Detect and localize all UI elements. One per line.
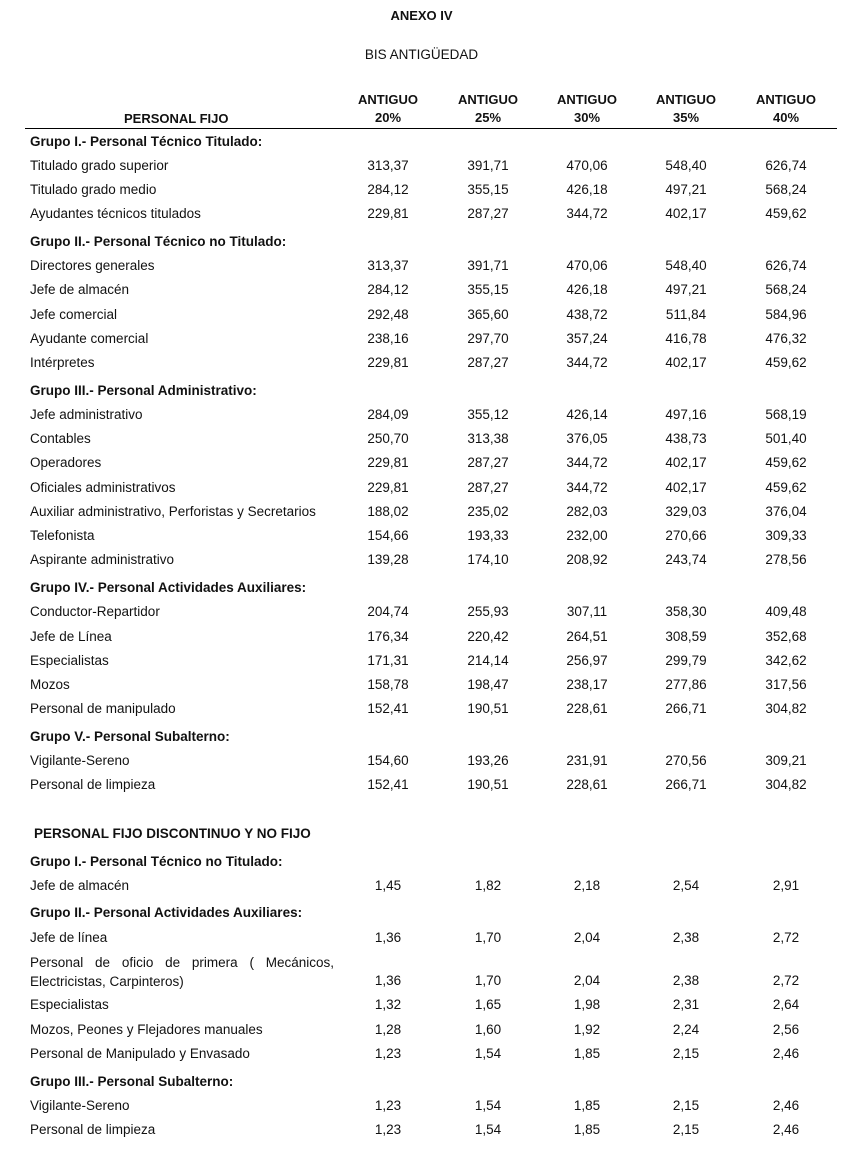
table-row — [0, 453, 843, 473]
header-divider — [25, 128, 837, 129]
col-header-30 — [542, 91, 632, 127]
value-30: 344,72 — [566, 206, 608, 221]
value-35: 308,59 — [665, 629, 707, 644]
section-title-discontinuo: PERSONAL FIJO DISCONTINUO Y NO FIJO — [34, 826, 311, 841]
group-title: Grupo III.- Personal Administrativo: — [30, 383, 257, 398]
value-40: 309,21 — [765, 753, 807, 768]
value-35: 402,17 — [665, 455, 707, 470]
value-20: 176,34 — [367, 629, 409, 644]
col-header-line2: 30% — [573, 110, 601, 125]
value-40: 2,46 — [772, 1122, 800, 1137]
value-25: 391,71 — [467, 258, 509, 273]
value-20: 1,36 — [374, 930, 402, 945]
value-40: 626,74 — [765, 158, 807, 173]
row-label: Personal de Manipulado y Envasado — [30, 1046, 250, 1061]
value-35: 329,03 — [665, 504, 707, 519]
value-35: 299,79 — [665, 653, 707, 668]
value-25: 174,10 — [467, 552, 509, 567]
value-20: 313,37 — [367, 158, 409, 173]
table-row — [0, 1020, 843, 1040]
value-35: 270,56 — [665, 753, 707, 768]
value-40: 376,04 — [765, 504, 807, 519]
table-row — [0, 353, 843, 373]
value-20: 1,23 — [374, 1098, 402, 1113]
value-40: 2,56 — [772, 1022, 800, 1037]
value-40: 568,19 — [765, 407, 807, 422]
table-row — [0, 602, 843, 622]
col-header-25 — [443, 91, 533, 127]
group-heading — [0, 232, 843, 252]
value-25: 190,51 — [467, 701, 509, 716]
table-row — [0, 675, 843, 695]
value-35: 497,21 — [665, 282, 707, 297]
value-40: 459,62 — [765, 455, 807, 470]
value-40: 476,32 — [765, 331, 807, 346]
row-label: Jefe administrativo — [30, 407, 143, 422]
row-label: Vigilante-Sereno — [30, 1098, 130, 1113]
value-25: 365,60 — [467, 307, 509, 322]
row-label: Mozos — [30, 677, 70, 692]
value-25: 391,71 — [467, 158, 509, 173]
value-25: 1,70 — [474, 973, 502, 988]
group-title: Grupo III.- Personal Subalterno: — [30, 1074, 234, 1089]
row-label: Jefe comercial — [30, 307, 118, 322]
col-header-40 — [741, 91, 831, 127]
value-25: 220,42 — [467, 629, 509, 644]
value-35: 402,17 — [665, 355, 707, 370]
value-30: 376,05 — [566, 431, 608, 446]
value-25: 214,14 — [467, 653, 509, 668]
row-label: Vigilante-Sereno — [30, 753, 130, 768]
group-heading — [0, 578, 843, 598]
value-30: 307,11 — [566, 604, 608, 619]
table-row — [0, 928, 843, 948]
document-subtitle: BIS ANTIGÜEDAD — [364, 47, 479, 62]
value-20: 292,48 — [367, 307, 409, 322]
group-heading — [0, 903, 843, 923]
value-35: 2,38 — [672, 973, 700, 988]
value-30: 238,17 — [566, 677, 608, 692]
value-40: 2,46 — [772, 1098, 800, 1113]
value-40: 459,62 — [765, 206, 807, 221]
col-header-line2: 25% — [474, 110, 502, 125]
value-25: 287,27 — [467, 480, 509, 495]
value-30: 1,85 — [573, 1098, 601, 1113]
value-20: 152,41 — [367, 777, 409, 792]
col-header-35 — [641, 91, 731, 127]
table-row — [0, 502, 843, 522]
value-20: 188,02 — [367, 504, 409, 519]
group-title: Grupo II.- Personal Técnico no Titulado: — [30, 234, 287, 249]
table-row — [0, 550, 843, 570]
col-header-line1: ANTIGUO — [756, 92, 816, 107]
row-label: Jefe de línea — [30, 930, 108, 945]
value-30: 426,14 — [566, 407, 608, 422]
value-30: 344,72 — [566, 355, 608, 370]
document-title: ANEXO IV — [390, 8, 453, 23]
value-40: 304,82 — [765, 777, 807, 792]
row-label: Jefe de Línea — [30, 629, 112, 644]
row-label: Intérpretes — [30, 355, 95, 370]
table-row — [0, 180, 843, 200]
value-25: 355,15 — [467, 182, 509, 197]
row-label: Personal de limpieza — [30, 777, 156, 792]
row-label: Jefe de almacén — [30, 878, 130, 893]
row-label-line2: Electricistas, Carpinteros) — [30, 974, 184, 989]
row-label: Especialistas — [30, 997, 109, 1012]
value-20: 204,74 — [367, 604, 409, 619]
value-30: 470,06 — [566, 258, 608, 273]
col-header-line2: 35% — [672, 110, 700, 125]
value-30: 438,72 — [566, 307, 608, 322]
row-label: Mozos, Peones y Flejadores manuales — [30, 1022, 263, 1037]
col-header-line2: 20% — [374, 110, 402, 125]
row-label: Operadores — [30, 455, 102, 470]
value-35: 2,31 — [672, 997, 700, 1012]
table-row — [0, 280, 843, 300]
value-20: 152,41 — [367, 701, 409, 716]
value-20: 284,12 — [367, 282, 409, 297]
value-20: 229,81 — [367, 355, 409, 370]
table-row — [0, 627, 843, 647]
value-30: 1,85 — [573, 1046, 601, 1061]
value-30: 2,04 — [573, 930, 601, 945]
value-20: 284,12 — [367, 182, 409, 197]
row-label: Ayudantes técnicos titulados — [30, 206, 201, 221]
col-header-line1: ANTIGUO — [557, 92, 617, 107]
value-20: 154,66 — [367, 528, 409, 543]
value-40: 304,82 — [765, 701, 807, 716]
group-title: Grupo II.- Personal Actividades Auxiliares: — [30, 905, 303, 920]
value-35: 416,78 — [665, 331, 707, 346]
col-header-line1: ANTIGUO — [656, 92, 716, 107]
col-header-line1: ANTIGUO — [458, 92, 518, 107]
table-row — [0, 651, 843, 671]
value-30: 231,91 — [566, 753, 608, 768]
table-row — [0, 876, 843, 896]
value-30: 2,18 — [573, 878, 601, 893]
value-25: 1,65 — [474, 997, 502, 1012]
table-row — [0, 1096, 843, 1116]
value-40: 2,72 — [772, 930, 800, 945]
value-35: 497,21 — [665, 182, 707, 197]
value-35: 266,71 — [665, 777, 707, 792]
col-header-line1: ANTIGUO — [358, 92, 418, 107]
value-25: 255,93 — [467, 604, 509, 619]
value-40: 568,24 — [765, 282, 807, 297]
row-label-line1: Personal de oficio de primera ( Mecánicos, — [30, 955, 334, 970]
table-row — [0, 429, 843, 449]
value-25: 1,54 — [474, 1098, 502, 1113]
group-title: Grupo I.- Personal Técnico Titulado: — [30, 134, 263, 149]
value-40: 317,56 — [765, 677, 807, 692]
row-label: Especialistas — [30, 653, 109, 668]
value-30: 256,97 — [566, 653, 608, 668]
value-40: 2,91 — [772, 878, 800, 893]
table-row — [0, 751, 843, 771]
value-35: 438,73 — [665, 431, 707, 446]
value-40: 278,56 — [765, 552, 807, 567]
value-20: 171,31 — [367, 653, 409, 668]
table-row — [0, 971, 843, 991]
value-30: 1,85 — [573, 1122, 601, 1137]
group-title: Grupo V.- Personal Subalterno: — [30, 729, 230, 744]
value-35: 548,40 — [665, 158, 707, 173]
value-20: 313,37 — [367, 258, 409, 273]
table-row — [0, 1120, 843, 1140]
value-20: 229,81 — [367, 206, 409, 221]
group-title: Grupo I.- Personal Técnico no Titulado: — [30, 854, 283, 869]
value-25: 193,26 — [467, 753, 509, 768]
value-20: 238,16 — [367, 331, 409, 346]
row-label: Titulado grado superior — [30, 158, 169, 173]
row-label: Directores generales — [30, 258, 155, 273]
row-label: Aspirante administrativo — [30, 552, 175, 567]
table-row — [0, 329, 843, 349]
value-40: 568,24 — [765, 182, 807, 197]
table-row — [0, 156, 843, 176]
table-row — [0, 256, 843, 276]
group-heading — [0, 727, 843, 747]
group-title: Grupo IV.- Personal Actividades Auxiliares: — [30, 580, 307, 595]
value-25: 287,27 — [467, 455, 509, 470]
header-personal-fijo: PERSONAL FIJO — [124, 111, 229, 126]
row-label: Personal de manipulado — [30, 701, 176, 716]
value-35: 2,15 — [672, 1098, 700, 1113]
table-row — [0, 995, 843, 1015]
value-25: 1,54 — [474, 1046, 502, 1061]
value-35: 277,86 — [665, 677, 707, 692]
value-25: 190,51 — [467, 777, 509, 792]
value-25: 1,60 — [474, 1022, 502, 1037]
table-row — [0, 526, 843, 546]
table-row — [0, 699, 843, 719]
value-30: 344,72 — [566, 455, 608, 470]
value-20: 250,70 — [367, 431, 409, 446]
col-header-line2: 40% — [772, 110, 800, 125]
value-30: 2,04 — [573, 973, 601, 988]
value-25: 1,54 — [474, 1122, 502, 1137]
row-label: Auxiliar administrativo, Perforistas y Secretarios — [30, 504, 316, 519]
row-label: Contables — [30, 431, 91, 446]
value-30: 264,51 — [566, 629, 608, 644]
value-35: 243,74 — [665, 552, 707, 567]
value-25: 1,70 — [474, 930, 502, 945]
row-label: Personal de limpieza — [30, 1122, 156, 1137]
row-label: Conductor-Repartidor — [30, 604, 160, 619]
value-35: 548,40 — [665, 258, 707, 273]
table-row — [0, 1044, 843, 1064]
value-40: 501,40 — [765, 431, 807, 446]
value-25: 313,38 — [467, 431, 509, 446]
value-25: 297,70 — [467, 331, 509, 346]
value-35: 497,16 — [665, 407, 707, 422]
value-20: 139,28 — [367, 552, 409, 567]
value-30: 1,98 — [573, 997, 601, 1012]
group-heading — [0, 381, 843, 401]
value-20: 1,28 — [374, 1022, 402, 1037]
value-20: 229,81 — [367, 480, 409, 495]
value-35: 402,17 — [665, 206, 707, 221]
col-header-20 — [343, 91, 433, 127]
value-30: 357,24 — [566, 331, 608, 346]
row-label: Telefonista — [30, 528, 95, 543]
value-30: 470,06 — [566, 158, 608, 173]
value-20: 229,81 — [367, 455, 409, 470]
value-30: 228,61 — [566, 777, 608, 792]
row-label: Ayudante comercial — [30, 331, 149, 346]
value-35: 2,15 — [672, 1122, 700, 1137]
value-20: 1,32 — [374, 997, 402, 1012]
group-heading — [0, 1072, 843, 1092]
value-40: 584,96 — [765, 307, 807, 322]
value-35: 266,71 — [665, 701, 707, 716]
value-30: 344,72 — [566, 480, 608, 495]
value-35: 270,66 — [665, 528, 707, 543]
value-30: 282,03 — [566, 504, 608, 519]
value-20: 1,23 — [374, 1122, 402, 1137]
row-label: Oficiales administrativos — [30, 480, 176, 495]
value-35: 2,38 — [672, 930, 700, 945]
value-25: 355,15 — [467, 282, 509, 297]
value-20: 158,78 — [367, 677, 409, 692]
value-40: 459,62 — [765, 355, 807, 370]
value-35: 2,54 — [672, 878, 700, 893]
value-40: 2,46 — [772, 1046, 800, 1061]
value-40: 459,62 — [765, 480, 807, 495]
value-40: 352,68 — [765, 629, 807, 644]
table-row — [0, 405, 843, 425]
value-20: 1,45 — [374, 878, 402, 893]
value-30: 232,00 — [566, 528, 608, 543]
value-25: 193,33 — [467, 528, 509, 543]
value-25: 198,47 — [467, 677, 509, 692]
value-40: 2,64 — [772, 997, 800, 1012]
value-20: 1,36 — [374, 973, 402, 988]
value-40: 309,33 — [765, 528, 807, 543]
value-35: 2,15 — [672, 1046, 700, 1061]
value-25: 355,12 — [467, 407, 509, 422]
row-label: Jefe de almacén — [30, 282, 130, 297]
value-20: 1,23 — [374, 1046, 402, 1061]
value-25: 287,27 — [467, 206, 509, 221]
value-30: 426,18 — [566, 282, 608, 297]
value-20: 154,60 — [367, 753, 409, 768]
value-40: 2,72 — [772, 973, 800, 988]
group-heading — [0, 132, 843, 152]
value-35: 358,30 — [665, 604, 707, 619]
value-30: 1,92 — [573, 1022, 601, 1037]
value-40: 626,74 — [765, 258, 807, 273]
table-row — [0, 775, 843, 795]
value-30: 228,61 — [566, 701, 608, 716]
value-40: 342,62 — [765, 653, 807, 668]
value-30: 426,18 — [566, 182, 608, 197]
table-row — [0, 305, 843, 325]
value-35: 511,84 — [665, 307, 707, 322]
table-row — [0, 204, 843, 224]
value-25: 1,82 — [474, 878, 502, 893]
group-heading — [0, 852, 843, 872]
value-30: 208,92 — [566, 552, 608, 567]
value-35: 402,17 — [665, 480, 707, 495]
value-40: 409,48 — [765, 604, 807, 619]
value-35: 2,24 — [672, 1022, 700, 1037]
value-20: 284,09 — [367, 407, 409, 422]
table-row — [0, 478, 843, 498]
row-label: Titulado grado medio — [30, 182, 157, 197]
value-25: 287,27 — [467, 355, 509, 370]
value-25: 235,02 — [467, 504, 509, 519]
